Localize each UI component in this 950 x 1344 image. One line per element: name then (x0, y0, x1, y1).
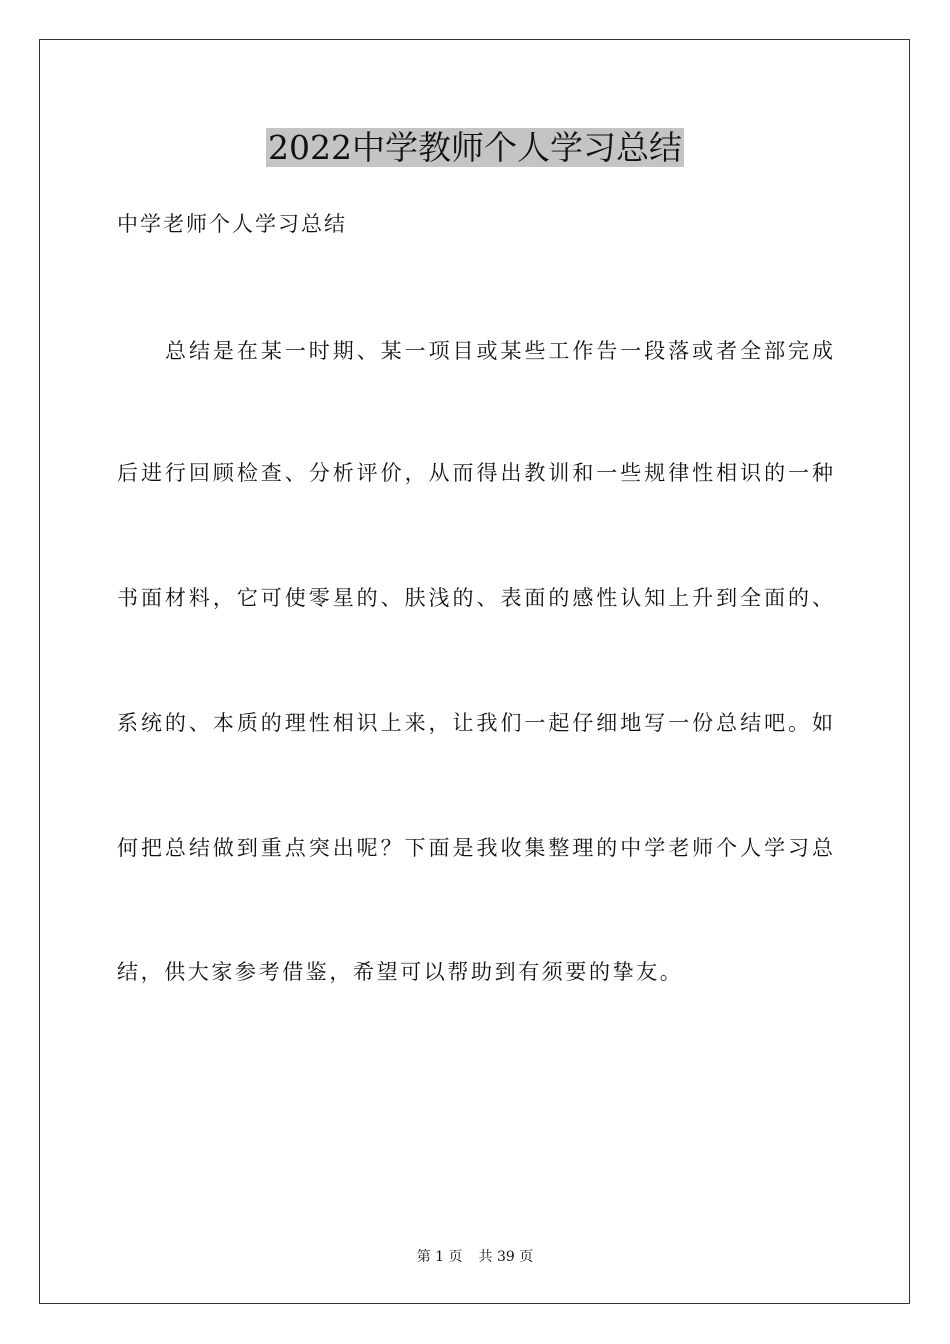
paragraph-line-1: 总结是在某一时期、某一项目或某些工作告一段落或者全部完成 (165, 339, 833, 363)
document-title (0, 126, 950, 170)
document-subtitle: 中学老师个人学习总结 (117, 212, 347, 236)
title-text: 2022中学教师个人学习总结 (268, 128, 682, 167)
paragraph-line-2: 后进行回顾检查、分析评价，从而得出教训和一些规律性相识的一种 (117, 461, 833, 485)
paragraph-line-6: 结，供大家参考借鉴，希望可以帮助到有须要的挚友。 (117, 960, 684, 984)
page-number: 第 1 页 (416, 1249, 463, 1265)
paragraph-line-4: 系统的、本质的理性相识上来，让我们一起仔细地写一份总结吧。如 (117, 711, 833, 735)
paragraph-line-5: 何把总结做到重点突出呢？下面是我收集整理的中学老师个人学习总 (117, 836, 833, 860)
page-total: 共 39 页 (478, 1249, 534, 1265)
page-footer (0, 1247, 950, 1267)
paragraph-line-3: 书面材料，它可使零星的、肤浅的、表面的感性认知上升到全面的、 (117, 586, 833, 610)
